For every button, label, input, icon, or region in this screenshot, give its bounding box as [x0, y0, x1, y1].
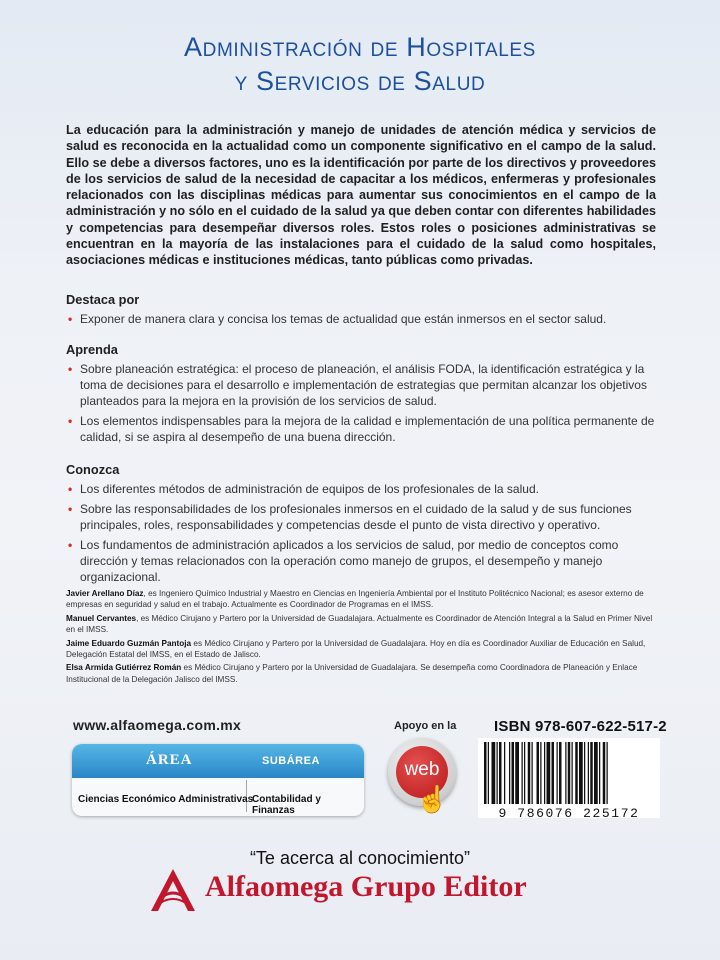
area-value: Ciencias Económico Administrativas	[78, 794, 254, 805]
web-support-label: Apoyo en la	[394, 720, 457, 732]
section-heading: Conozca	[66, 462, 120, 477]
author-name: Elsa Armida Gutiérrez Román	[66, 663, 182, 673]
website-link[interactable]: www.alfaomega.com.mx	[73, 717, 242, 733]
publisher-name: Alfaomega Grupo Editor	[205, 870, 527, 903]
list-item: • Sobre las responsabilidades de los profesionales inmersos en el cuidado de la salud y de sus funciones principales, roles, responsabilidades y competencias desde el punto de vista directivo y operativo.	[68, 502, 632, 532]
area-box	[72, 744, 364, 816]
tagline: “Te acerca al conocimiento”	[249, 848, 471, 868]
book-title	[0, 30, 720, 98]
author-bio: Jaime Eduardo Guzmán Pantoja es Médico Cirujano y Partero por la Universidad de Guadalajara. Hoy en día es Coordinador Auxiliar de Educación en Salud, Delegación Estatal del IMSS, en el Estado de Jalisco.	[66, 638, 646, 660]
section-conozca	[66, 462, 660, 589]
section-aprenda	[66, 342, 660, 449]
list-item: • Los elementos indispensables para la mejora de la calidad e implementación de una política permanente de calidad, si se aspira al desempeño de una buena dirección.	[68, 414, 655, 444]
alfaomega-logo-icon	[148, 867, 198, 915]
author-bio: Elsa Armida Gutiérrez Román es Médico Cirujano y Partero por la Universidad de Guadalajara. Se desempeña como Coordinadora de Planeación y Enlace Institucional de la Delegación Jalisco del IMSS.	[66, 663, 638, 684]
subarea-value: Contabilidad y Finanzas	[252, 794, 321, 816]
bullet-icon: •	[68, 538, 73, 552]
bullet-icon: •	[68, 362, 73, 376]
author-bio: Javier Arellano Díaz, es Ingeniero Químico Industrial y Maestro en Ciencias en Ingeniería Ambiental por el Instituto Politécnico Nacional; es asesor externo de empresas en seguridad y salud en el trabajo. Actualmente es Coordinador de Programas en el IMSS.	[66, 589, 644, 610]
subarea-label: SUBÁREA	[262, 755, 320, 767]
section-heading: Aprenda	[66, 342, 118, 357]
area-header	[72, 744, 364, 778]
area-label: ÁREA	[146, 752, 193, 768]
bullet-icon: •	[68, 502, 73, 516]
barcode-number: 9 786076 225172	[498, 806, 640, 821]
section-destaca	[66, 292, 660, 331]
list-item: • Los fundamentos de administración aplicados a los servicios de salud, por medio de conceptos como dirección y temas relacionados con la operación como manejo de grupos, el desempeño y manejo organizacional.	[68, 538, 619, 584]
intro-paragraph: La educación para la administración y manejo de unidades de atención médica y servicios de salud es reconocida en la actualidad como un componente significativo en el campo de la salud. Ello se debe a diversos factores, uno es la identificación por parte de los directivos y proveedores de los servicios de salud de la necesidad de capacitar a los médicos, enfermeras y profesionales relacionados con las disciplinas médicas para aumentar sus conocimientos en el campo de la administración y no sólo en el cuidado de la salud ya que deben contar con diferentes habilidades y competencias para desempeñar diversos roles. Estos roles o posiciones administrativas se encuentran en la mayoría de las instalaciones para el cuidado de la salud como hospitales, asociaciones médicas e instituciones médicas, tanto públicas como privadas.	[66, 123, 656, 268]
author-name: Manuel Cervantes	[66, 613, 137, 623]
web-badge-text: web	[404, 759, 440, 780]
isbn: ISBN 978-607-622-517-2	[494, 718, 667, 735]
title-line-2: y Servicios de Salud	[234, 66, 486, 96]
bullet-icon: •	[68, 414, 73, 428]
bullet-icon: •	[68, 312, 73, 326]
list-item: • Exponer de manera clara y concisa los temas de actualidad que están inmersos en el sector salud.	[68, 312, 607, 326]
list-item: • Sobre planeación estratégica: el proceso de planeación, el análisis FODA, la identificación estratégica y la toma de decisiones para el desarrollo e implementación de estrategias que permitan alcanzar los objetivos planteados para la mejora en la provisión de los servicios de salud.	[68, 362, 647, 408]
pointer-hand-icon: ☝	[416, 784, 449, 814]
list-item: • Los diferentes métodos de administración de equipos de los profesionales de la salud.	[68, 482, 539, 496]
section-heading: Destaca por	[66, 292, 140, 307]
title-line-1: Administración de Hospitales	[184, 32, 536, 62]
bullet-icon: •	[68, 482, 73, 496]
author-bios	[66, 588, 660, 687]
author-name: Jaime Eduardo Guzmán Pantoja	[66, 638, 192, 648]
author-name: Javier Arellano Díaz	[66, 589, 144, 598]
author-bio: Manuel Cervantes, es Médico Cirujano y Partero por la Universidad de Guadalajara. Actualmente es Coordinador de Atención Integral a la Salud en Primer Nivel en el IMSS.	[66, 613, 653, 635]
